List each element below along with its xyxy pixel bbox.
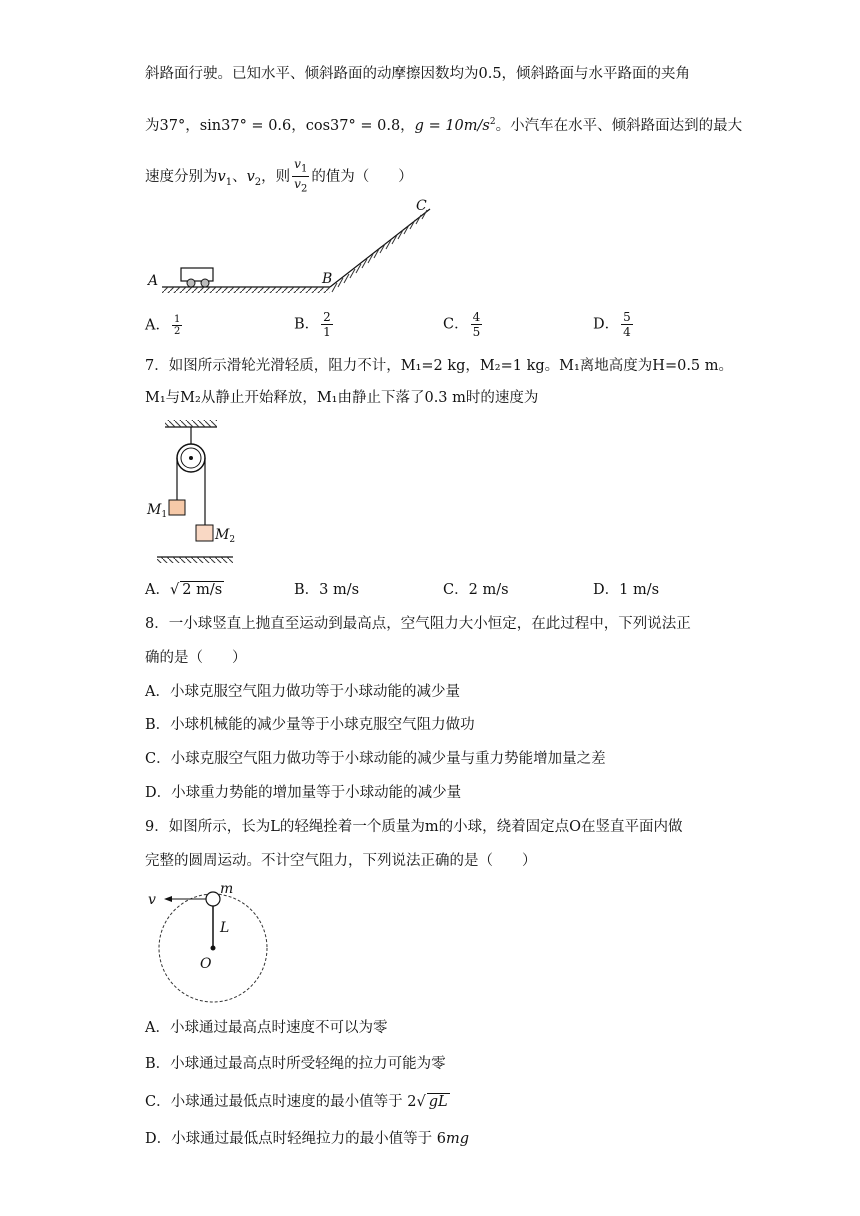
sqrt-icon: √ [169, 582, 180, 598]
option-letter: D． [593, 582, 620, 598]
q6-option-b[interactable] [294, 310, 335, 339]
ratio-num: v [294, 157, 301, 171]
label-l: L [220, 920, 230, 936]
option-symbol: mg [445, 1131, 470, 1147]
mass-m2 [196, 525, 213, 541]
frac-den: 2 [173, 326, 181, 337]
q6-line3: 速度分别为$v_1$、$v_2$，则 $\frac{v_1}{v_2}$ 的值为（ ） [145, 157, 413, 195]
option-fraction [621, 310, 633, 339]
v1-symbol: v [217, 168, 226, 185]
option-letter: D． [593, 316, 620, 333]
q6-line2-a: 为37°， [145, 117, 200, 134]
frac-num: 1 [173, 314, 181, 325]
option-fraction [172, 314, 182, 337]
label-v: v [148, 892, 156, 908]
q7-line2: M₁与M₂从静止开始释放，M₁由静止下落了0.3 m时的速度为 [145, 390, 539, 406]
mass-m1 [169, 500, 185, 515]
frac-den: 1 [323, 325, 331, 339]
option-text: 3 m/s [319, 582, 360, 598]
v-ratio-fraction [292, 157, 309, 197]
q6-line2-b: 。小汽车在水平、倾斜路面达到的最大 [495, 117, 743, 134]
frac-num: 4 [472, 310, 481, 324]
q9-line1: 9．如图所示，长为L的轻绳拴着一个质量为m的小球，绕着固定点O在竖直平面内做 [145, 819, 683, 835]
q6-line1: 斜路面行驶。已知水平、倾斜路面的动摩擦因数均为0.5，倾斜路面与水平路面的夹角 [145, 66, 691, 82]
frac-den: 5 [472, 325, 481, 339]
q8-line2: 确的是（ ） [145, 650, 247, 666]
ratio-den-sub: 2 [300, 183, 308, 195]
ball [206, 892, 220, 906]
q7-option-c[interactable] [443, 580, 509, 600]
incline-figure [140, 195, 440, 295]
v2-sub: 2 [254, 176, 262, 188]
option-letter: A． [145, 317, 170, 334]
option-fraction [321, 310, 333, 339]
v2-symbol: v [246, 168, 255, 185]
frac-num: 5 [623, 310, 631, 324]
option-letter: B． [294, 316, 320, 333]
q9-line2: 完整的圆周运动。不计空气阻力，下列说法正确的是（ ） [145, 853, 537, 869]
option-text: 2 m/s [182, 582, 223, 598]
q6-option-a[interactable] [145, 314, 184, 337]
q9-option-c[interactable] [145, 1092, 450, 1112]
label-o: O [200, 956, 212, 972]
q7-option-b[interactable] [294, 580, 359, 600]
car-wheel [201, 279, 209, 287]
option-text: 1 m/s [619, 582, 660, 598]
q7-option-d[interactable] [593, 580, 659, 600]
q9-option-d[interactable] [145, 1129, 469, 1149]
q8-option-a[interactable]: A．小球克服空气阻力做功等于小球动能的减少量 [145, 684, 460, 700]
sqrt-icon: √ [416, 1094, 426, 1110]
center-point [211, 946, 216, 951]
q7-option-a[interactable] [145, 580, 224, 600]
g-value: g = 10m/s [414, 117, 490, 134]
option-letter: C． [443, 316, 469, 333]
g-exponent: 2 [489, 117, 496, 127]
q8-option-d[interactable]: D．小球重力势能的增加量等于小球动能的减少量 [145, 785, 462, 801]
option-letter: B． [294, 582, 320, 598]
car-wheel [187, 279, 195, 287]
q6-option-d[interactable] [593, 310, 635, 339]
ratio-den: v [294, 177, 301, 192]
label-b: B [322, 271, 333, 287]
label-m: m [220, 881, 234, 897]
q6-line3-c: 的值为（ ） [311, 168, 413, 185]
cos-value: cos37° = 0.8 [305, 117, 401, 134]
option-letter: A． [145, 582, 170, 598]
q6-line2: 为37°，sin37° = 0.6，cos37° = 0.8，$g = 10m/s^2$。小汽车在水平、倾斜路面达到的最大 [145, 117, 743, 134]
pulley-figure [145, 415, 265, 565]
sqrt-content: gL [428, 1094, 448, 1110]
ratio-num-sub: 1 [300, 163, 308, 175]
option-letter: C． [443, 582, 469, 598]
label-m1: $M_1$ [147, 502, 168, 520]
circle-figure [140, 875, 280, 1005]
q8-line1: 8．一小球竖直上抛直至运动到最高点，空气阻力大小恒定，在此过程中，下列说法正 [145, 616, 691, 632]
label-a: A [148, 273, 159, 289]
option-text: D．小球通过最低点时轻绳拉力的最小值等于 6 [145, 1131, 446, 1147]
q7-line1: 7．如图所示滑轮光滑轻质，阻力不计，M₁=2 kg，M₂=1 kg。M₁离地高度为H=0.5 m。 [145, 358, 734, 374]
q9-option-a[interactable]: A．小球通过最高点时速度不可以为零 [145, 1020, 388, 1036]
v1-sub: 1 [225, 176, 233, 188]
q6-line3-a: 速度分别为 [145, 168, 218, 185]
q8-option-b[interactable]: B．小球机械能的减少量等于小球克服空气阻力做功 [145, 717, 475, 733]
frac-den: 4 [623, 325, 631, 339]
option-text: 2 m/s [468, 582, 509, 598]
option-fraction [471, 310, 483, 339]
q8-option-c[interactable]: C．小球克服空气阻力做功等于小球动能的减少量与重力势能增加量之差 [145, 751, 606, 767]
q9-option-b[interactable]: B．小球通过最高点时所受轻绳的拉力可能为零 [145, 1056, 446, 1072]
sin-value: sin37° = 0.6 [199, 117, 292, 134]
frac-num: 2 [323, 310, 331, 324]
car-body [181, 268, 213, 281]
option-text: C．小球通过最低点时速度的最小值等于 2 [145, 1094, 417, 1110]
q6-line3-b: ，则 [261, 168, 291, 185]
label-m2: $M_2$ [215, 527, 236, 545]
q6-option-c[interactable] [443, 310, 484, 339]
label-c: C [416, 198, 427, 214]
